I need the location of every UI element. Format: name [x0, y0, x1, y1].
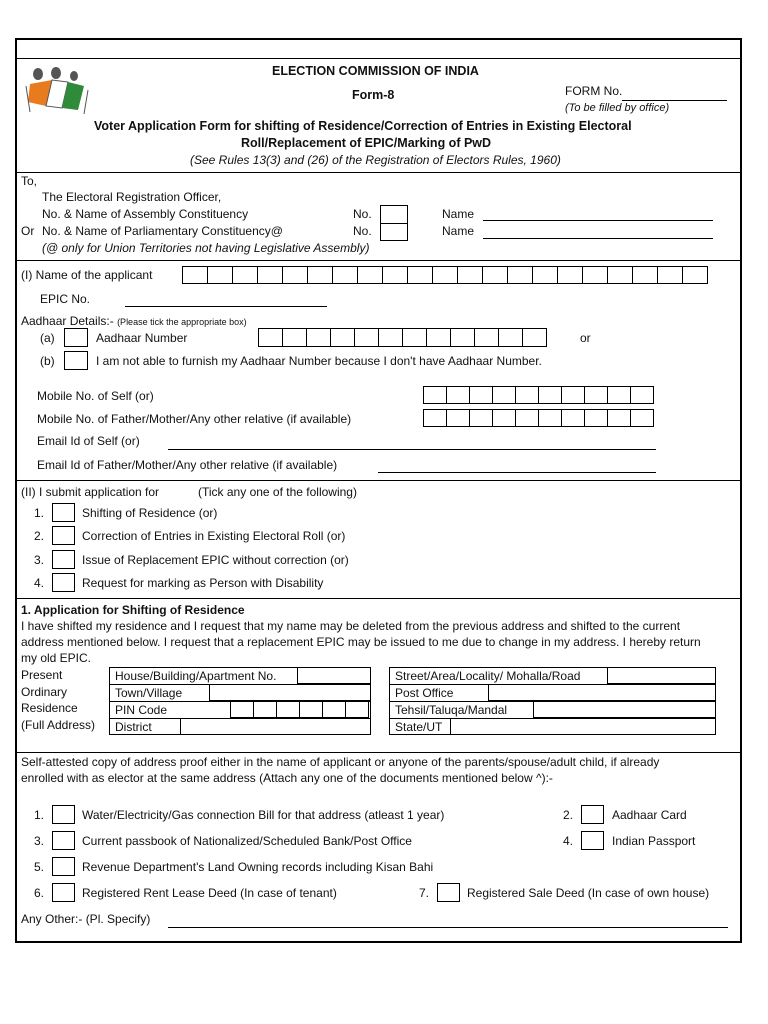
- char-box[interactable]: [457, 266, 483, 284]
- aadhaar-details-label: [21, 314, 247, 328]
- post-label: Post Office: [395, 686, 454, 700]
- char-box[interactable]: [432, 266, 458, 284]
- assembly-no-box[interactable]: [380, 205, 408, 224]
- divider: [15, 260, 742, 261]
- no-aadhaar-text: I am not able to furnish my Aadhaar Number because I don't have Aadhaar Number.: [96, 354, 542, 368]
- purpose-checkbox-1[interactable]: [52, 503, 75, 522]
- purpose-checkbox-4[interactable]: [52, 573, 75, 592]
- char-box[interactable]: [307, 266, 333, 284]
- shifting-heading: 1. Application for Shifting of Residence: [21, 603, 245, 617]
- address-row-state: [390, 719, 715, 736]
- char-box[interactable]: [607, 266, 633, 284]
- char-box[interactable]: [258, 328, 283, 347]
- address-row-town: [110, 685, 370, 702]
- char-box[interactable]: [230, 701, 254, 718]
- doc-text-6: Registered Rent Lease Deed (In case of tenant): [82, 886, 337, 900]
- char-box[interactable]: [469, 409, 493, 427]
- residence-side-4: (Full Address): [21, 718, 96, 732]
- form-name: Form-8: [352, 88, 395, 102]
- proof-intro-1: Self-attested copy of address proof either in the name of applicant or anyone of the parents/spouse/adult child, if already: [21, 755, 660, 769]
- char-box[interactable]: [276, 701, 300, 718]
- to-label: To,: [21, 174, 38, 188]
- state-label: State/UT: [395, 720, 443, 734]
- purpose-text-3: Issue of Replacement EPIC without correction (or): [82, 553, 349, 567]
- parliamentary-name-label: Name: [442, 224, 475, 238]
- char-box[interactable]: [426, 328, 451, 347]
- state-input[interactable]: [450, 718, 716, 735]
- char-box[interactable]: [378, 328, 403, 347]
- char-box[interactable]: [345, 701, 369, 718]
- doc-num-1: 1.: [34, 808, 45, 822]
- pin-boxes[interactable]: [230, 701, 368, 718]
- street-input[interactable]: [607, 667, 716, 684]
- aadhaar-note: (Please tick the appropriate box): [117, 317, 247, 327]
- address-row-pin: [110, 702, 370, 719]
- char-box[interactable]: [498, 328, 523, 347]
- divider: [15, 172, 742, 173]
- char-box[interactable]: [607, 409, 631, 427]
- epic-line[interactable]: [125, 306, 327, 307]
- char-box[interactable]: [515, 386, 539, 404]
- char-box[interactable]: [538, 409, 562, 427]
- doc-checkbox-5[interactable]: [52, 857, 75, 876]
- char-box[interactable]: [632, 266, 658, 284]
- rules-note: (See Rules 13(3) and (26) of the Registration of Electors Rules, 1960): [190, 153, 561, 167]
- option-b-checkbox[interactable]: [64, 351, 88, 370]
- char-box[interactable]: [515, 409, 539, 427]
- purpose-num-3: 3.: [34, 553, 45, 567]
- district-input[interactable]: [180, 718, 371, 735]
- post-input[interactable]: [488, 684, 716, 701]
- char-box[interactable]: [182, 266, 208, 284]
- ut-note: (@ only for Union Territories not having Legislative Assembly): [42, 241, 370, 255]
- char-box[interactable]: [607, 386, 631, 404]
- or-label: Or: [21, 224, 35, 238]
- char-box[interactable]: [522, 328, 547, 347]
- purpose-text-2: Correction of Entries in Existing Electoral Roll (or): [82, 529, 346, 543]
- char-box[interactable]: [282, 266, 308, 284]
- char-box[interactable]: [532, 266, 558, 284]
- doc-num-4: 4.: [563, 834, 574, 848]
- address-left-table: [109, 667, 371, 735]
- address-row-house: [110, 668, 370, 685]
- residence-side-3: Residence: [21, 701, 78, 715]
- char-box[interactable]: [561, 409, 585, 427]
- address-row-tehsil: [390, 702, 715, 719]
- aadhaar-label: Aadhaar Details:-: [21, 314, 114, 328]
- divider: [15, 752, 742, 753]
- any-other-line[interactable]: [168, 927, 728, 928]
- address-row-district: [110, 719, 370, 736]
- char-box[interactable]: [492, 386, 516, 404]
- doc-checkbox-1[interactable]: [52, 805, 75, 824]
- char-box[interactable]: [492, 409, 516, 427]
- purpose-num-2: 2.: [34, 529, 45, 543]
- pin-label: PIN Code: [115, 703, 168, 717]
- char-box[interactable]: [538, 386, 562, 404]
- epic-label: EPIC No.: [40, 292, 91, 306]
- district-label: District: [115, 720, 152, 734]
- doc-text-7: Registered Sale Deed (In case of own house): [467, 886, 710, 900]
- doc-text-5: Revenue Department's Land Owning records including Kisan Bahi: [82, 860, 434, 874]
- char-box[interactable]: [446, 409, 470, 427]
- email-relative-label: Email Id of Father/Mother/Any other relative (if available): [37, 458, 338, 472]
- purpose-checkbox-3[interactable]: [52, 550, 75, 569]
- proof-intro-2: enrolled with as elector at the same address (Attach any one of the documents mentioned below ^):-: [21, 771, 553, 785]
- char-box[interactable]: [354, 328, 379, 347]
- char-box[interactable]: [450, 328, 475, 347]
- char-box[interactable]: [282, 328, 307, 347]
- doc-num-5: 5.: [34, 860, 45, 874]
- char-box[interactable]: [557, 266, 583, 284]
- address-row-post: [390, 685, 715, 702]
- option-a-checkbox[interactable]: [64, 328, 88, 347]
- char-box[interactable]: [253, 701, 277, 718]
- org-title: ELECTION COMMISSION OF INDIA: [272, 64, 479, 78]
- char-box[interactable]: [299, 701, 323, 718]
- address-row-street: [390, 668, 715, 685]
- doc-text-3: Current passbook of Nationalized/Scheduled Bank/Post Office: [82, 834, 412, 848]
- purpose-label: (II) I submit application for: [21, 485, 160, 499]
- mobile-self-label: Mobile No. of Self (or): [37, 389, 154, 403]
- town-input[interactable]: [209, 684, 371, 701]
- char-box[interactable]: [630, 386, 654, 404]
- shifting-para-3: my old EPIC.: [21, 651, 92, 665]
- mobile-self-boxes[interactable]: [423, 386, 653, 404]
- email-self-line[interactable]: [168, 449, 656, 450]
- doc-checkbox-3[interactable]: [52, 831, 75, 850]
- mobile-relative-boxes[interactable]: [423, 409, 653, 427]
- house-input[interactable]: [297, 667, 371, 684]
- char-box[interactable]: [257, 266, 283, 284]
- char-box[interactable]: [423, 386, 447, 404]
- char-box[interactable]: [382, 266, 408, 284]
- divider: [15, 598, 742, 599]
- residence-side-1: Present: [21, 668, 63, 682]
- shifting-para-1: I have shifted my residence and I request that my name may be deleted from the previous address and shifted to the current: [21, 619, 681, 633]
- doc-num-6: 6.: [34, 886, 45, 900]
- applicant-name-boxes[interactable]: [182, 266, 707, 284]
- residence-side-2: Ordinary: [21, 685, 68, 699]
- assembly-label: No. & Name of Assembly Constituency: [42, 207, 249, 221]
- town-label: Town/Village: [115, 686, 183, 700]
- doc-text-2: Aadhaar Card: [612, 808, 687, 822]
- purpose-num-4: 4.: [34, 576, 45, 590]
- doc-text-4: Indian Passport: [612, 834, 696, 848]
- form-title-line1: Voter Application Form for shifting of Residence/Correction of Entries in Existing Electoral: [94, 119, 632, 133]
- doc-num-2: 2.: [563, 808, 574, 822]
- doc-text-1: Water/Electricity/Gas connection Bill for that address (atleast 1 year): [82, 808, 445, 822]
- char-box[interactable]: [482, 266, 508, 284]
- parliamentary-no-label: No.: [353, 224, 372, 238]
- parliamentary-label: No. & Name of Parliamentary Constituency@: [42, 224, 283, 238]
- form-no-label: FORM No.: [565, 84, 623, 98]
- purpose-text-1: Shifting of Residence (or): [82, 506, 218, 520]
- doc-checkbox-6[interactable]: [52, 883, 75, 902]
- char-box[interactable]: [507, 266, 533, 284]
- tehsil-label: Tehsil/Taluqa/Mandal: [395, 703, 508, 717]
- char-box[interactable]: [474, 328, 499, 347]
- char-box[interactable]: [584, 386, 608, 404]
- divider: [15, 480, 742, 481]
- char-box[interactable]: [402, 328, 427, 347]
- mobile-relative-label: Mobile No. of Father/Mother/Any other relative (if available): [37, 412, 352, 426]
- purpose-num-1: 1.: [34, 506, 45, 520]
- char-box[interactable]: [584, 409, 608, 427]
- street-label: Street/Area/Locality/ Mohalla/Road: [395, 669, 581, 683]
- doc-checkbox-2[interactable]: [581, 805, 604, 824]
- purpose-hint: (Tick any one of the following): [198, 485, 357, 499]
- assembly-no-label: No.: [353, 207, 372, 221]
- char-box[interactable]: [469, 386, 493, 404]
- parliamentary-name-line[interactable]: [483, 238, 713, 239]
- or-text: or: [580, 331, 591, 345]
- form-no-line[interactable]: [622, 100, 727, 101]
- char-box[interactable]: [330, 328, 355, 347]
- ero-label: The Electoral Registration Officer,: [42, 190, 222, 204]
- purpose-checkbox-2[interactable]: [52, 526, 75, 545]
- char-box[interactable]: [322, 701, 346, 718]
- divider: [15, 58, 742, 59]
- char-box[interactable]: [306, 328, 331, 347]
- doc-checkbox-4[interactable]: [581, 831, 604, 850]
- shifting-para-2: address mentioned below. I request that a replacement EPIC may be issued to me due to change in my address. I hereby return: [21, 635, 701, 649]
- char-box[interactable]: [582, 266, 608, 284]
- assembly-name-label: Name: [442, 207, 475, 221]
- char-box[interactable]: [357, 266, 383, 284]
- aadhaar-number-label: Aadhaar Number: [96, 331, 188, 345]
- email-self-label: Email Id of Self (or): [37, 434, 140, 448]
- char-box[interactable]: [232, 266, 258, 284]
- char-box[interactable]: [407, 266, 433, 284]
- office-note: (To be filled by office): [565, 102, 670, 114]
- parliamentary-no-box[interactable]: [380, 223, 408, 241]
- tehsil-input[interactable]: [533, 701, 716, 718]
- aadhaar-number-boxes[interactable]: [258, 328, 546, 347]
- char-box[interactable]: [332, 266, 358, 284]
- house-label: House/Building/Apartment No.: [115, 669, 277, 683]
- purpose-text-4: Request for marking as Person with Disability: [82, 576, 324, 590]
- applicant-name-label: (I) Name of the applicant: [21, 268, 153, 282]
- char-box[interactable]: [207, 266, 233, 284]
- email-relative-line[interactable]: [378, 472, 656, 473]
- address-right-table: [389, 667, 716, 735]
- doc-num-3: 3.: [34, 834, 45, 848]
- doc-num-7: 7.: [419, 886, 430, 900]
- doc-checkbox-7[interactable]: [437, 883, 460, 902]
- char-box[interactable]: [423, 409, 447, 427]
- char-box[interactable]: [682, 266, 708, 284]
- char-box[interactable]: [630, 409, 654, 427]
- assembly-name-line[interactable]: [483, 220, 713, 221]
- form-title-line2: Roll/Replacement of EPIC/Marking of PwD: [241, 136, 492, 150]
- any-other-label: Any Other:- (Pl. Specify): [21, 912, 151, 926]
- char-box[interactable]: [561, 386, 585, 404]
- char-box[interactable]: [446, 386, 470, 404]
- option-b-label: (b): [40, 354, 55, 368]
- option-a-label: (a): [40, 331, 55, 345]
- eci-logo: [22, 66, 92, 116]
- char-box[interactable]: [657, 266, 683, 284]
